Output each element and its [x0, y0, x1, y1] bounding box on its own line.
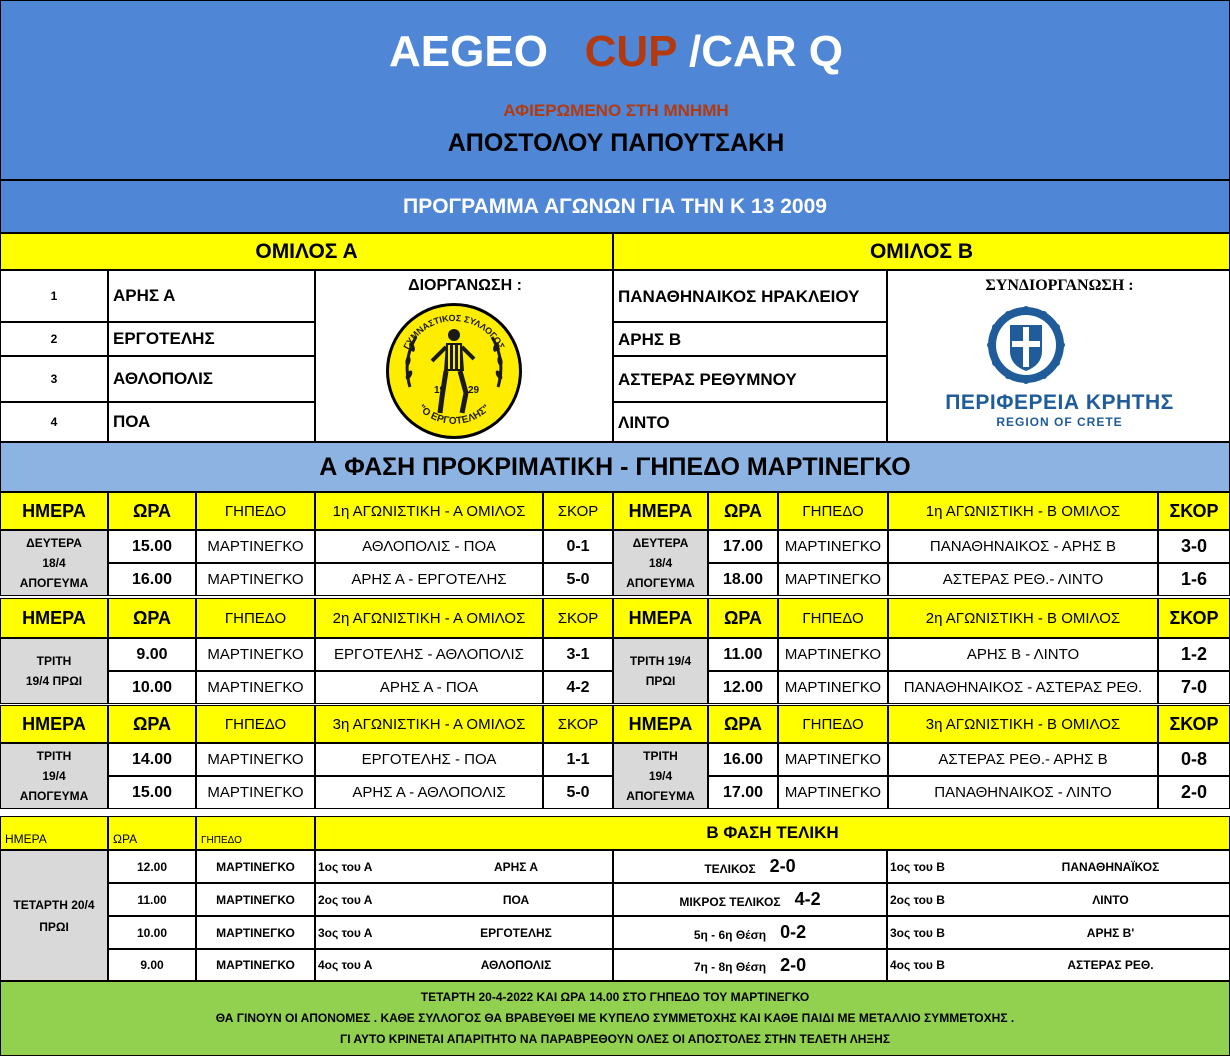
coorganizer-label: ΣΥΝΔΙΟΡΓΑΝΩΣΗ : [985, 277, 1134, 294]
footer-note [0, 981, 1230, 1056]
final-a-team: ΠΟΑ [502, 892, 530, 907]
final-venue: ΜΑΡΤΙΝΕΓΚΟ [196, 916, 315, 949]
game-time: 17.00 [708, 530, 778, 563]
game-time: 11.00 [708, 638, 778, 671]
final-b-slot [887, 949, 1230, 981]
round-a-day-line: ΤΡΙΤΗ [36, 749, 72, 763]
group-b-team: ΑΣΤΕΡΑΣ ΡΕΘΥΜΝΟΥ [613, 356, 887, 402]
game-score: 3-0 [1158, 530, 1230, 563]
final-b-team: ΑΣΤΕΡΑΣ ΡΕΘ. [1067, 958, 1154, 972]
organizer-panel [315, 270, 613, 442]
col-time-header: ΩΡΑ [708, 598, 778, 638]
game-score: 5-0 [543, 776, 613, 809]
final-time: 9.00 [108, 949, 196, 981]
game-time: 9.00 [108, 638, 196, 671]
final-label: 7η - 8η Θέση [693, 960, 767, 974]
footer-line-2: ΘΑ ΓΙΝΟΥΝ ΟΙ ΑΠΟΝΟΜΕΣ . ΚΑΘΕ ΣΥΛΛΟΓΟΣ ΘΑ ΒΡΑΒΕΥΘΕΙ ΜΕ ΚΥΠΕΛΟ ΣΥΜΜΕΤΟΧΗΣ ΚΑΙ ΚΑΘΕ ΠΑΙΔΙ ΜΕ ΜΕΤΑΛΛΙΟ ΣΥΜΜΕΤΟΧΗΣ . [215, 1011, 1015, 1025]
round-b-label: 3η ΑΓΩΝΙΣΤΙΚΗ - Β ΟΜΙΛΟΣ [888, 705, 1158, 743]
game-match: ΕΡΓΟΤΕΛΗΣ - ΑΘΛΟΠΟΛΙΣ [315, 638, 543, 671]
game-time: 18.00 [708, 563, 778, 596]
group-b-team: ΠΑΝΑΘΗΝΑΙΚΟΣ ΗΡΑΚΛΕΙΟΥ [613, 270, 887, 322]
game-venue: ΜΑΡΤΙΝΕΓΚΟ [196, 671, 315, 704]
program-title: ΠΡΟΓΡΑΜΜΑ ΑΓΩΝΩΝ ΓΙΑ ΤΗΝ Κ 13 2009 [0, 180, 1230, 233]
round-b-day-line: 18/4 [648, 556, 673, 570]
club-logo-icon [382, 301, 526, 441]
col-venue-header: ΓΗΠΕΔΟ [778, 492, 888, 530]
group-b-title: ΟΜΙΛΟΣ Β [613, 233, 1230, 270]
final-b-pos: 1ος του Β [890, 859, 945, 874]
game-venue: ΜΑΡΤΙΝΕΓΚΟ [196, 563, 315, 596]
col-score-header: ΣΚΟΡ [543, 598, 613, 638]
final-a-team: ΑΘΛΟΠΟΛΙΣ [480, 958, 552, 972]
final-match-slot [613, 916, 887, 949]
game-venue: ΜΑΡΤΙΝΕΓΚΟ [778, 743, 888, 776]
round-b-day [613, 638, 708, 704]
game-match: ΠΑΝΑΘΗΝΑΙΚΟΣ - ΛΙΝΤΟ [888, 776, 1158, 809]
round-b-day [613, 530, 708, 596]
game-venue: ΜΑΡΤΙΝΕΓΚΟ [778, 776, 888, 809]
col-venue-header: ΓΗΠΕΔΟ [196, 492, 315, 530]
game-venue: ΜΑΡΤΙΝΕΓΚΟ [196, 743, 315, 776]
final-col-day: ΗΜΕΡΑ [0, 816, 108, 850]
club-logo-top-text: ΓΥΜΝΑΣΤΙΚΟΣ ΣΥΛΛΟΓΟΣ [401, 312, 507, 351]
game-time: 15.00 [108, 530, 196, 563]
col-time-header: ΩΡΑ [708, 705, 778, 743]
final-match-slot [613, 850, 887, 883]
round-a-day-line: 19/4 ΠΡΩΙ [25, 674, 83, 688]
group-b-team: ΛΙΝΤΟ [613, 402, 887, 442]
final-a-team: ΕΡΓΟΤΕΛΗΣ [480, 925, 552, 940]
col-venue-header: ΓΗΠΕΔΟ [196, 705, 315, 743]
col-venue-header: ΓΗΠΕΔΟ [196, 598, 315, 638]
round-b-label: 2η ΑΓΩΝΙΣΤΙΚΗ - Β ΟΜΙΛΟΣ [888, 598, 1158, 638]
final-score: 4-2 [794, 889, 821, 909]
final-a-pos: 4ος του Α [318, 958, 373, 972]
round-b-day-line: ΤΡΙΤΗ [643, 749, 678, 763]
game-time: 16.00 [708, 743, 778, 776]
round-b-day [613, 743, 708, 809]
round-b-day-line: ΤΡΙΤΗ 19/4 [629, 654, 692, 668]
game-score: 1-1 [543, 743, 613, 776]
game-score: 3-1 [543, 638, 613, 671]
col-score-header: ΣΚΟΡ [1158, 705, 1230, 743]
final-b-team: ΑΡΗΣ Β' [1086, 925, 1135, 940]
game-match: ΑΣΤΕΡΑΣ ΡΕΘ.- ΛΙΝΤΟ [888, 563, 1158, 596]
final-a-slot [315, 916, 613, 949]
region-name: ΠΕΡΙΦΕΡΕΙΑ ΚΡΗΤΗΣ [945, 391, 1174, 414]
game-match: ΠΑΝΑΘΗΝΑΙΚΟΣ - ΑΡΗΣ Β [888, 530, 1158, 563]
final-col-time: ΩΡΑ [108, 816, 196, 850]
final-a-team: ΑΡΗΣ Α [493, 859, 539, 874]
round-a-label: 2η ΑΓΩΝΙΣΤΙΚΗ - Α ΟΜΙΛΟΣ [315, 598, 543, 638]
game-score: 5-0 [543, 563, 613, 596]
game-time: 14.00 [108, 743, 196, 776]
round-b-day-line: ΠΡΩΙ [645, 674, 676, 688]
final-time: 11.00 [108, 883, 196, 916]
game-time: 15.00 [108, 776, 196, 809]
col-score-header: ΣΚΟΡ [543, 492, 613, 530]
game-time: 12.00 [708, 671, 778, 704]
col-day-header: ΗΜΕΡΑ [0, 492, 108, 530]
game-score: 7-0 [1158, 671, 1230, 704]
dedication-text: ΑΦΙΕΡΩΜΕΝΟ ΣΤΗ ΜΝΗΜΗ [503, 101, 729, 120]
game-score: 2-0 [1158, 776, 1230, 809]
final-b-team: ΛΙΝΤΟ [1092, 892, 1129, 907]
game-match: ΑΡΗΣ Α - ΕΡΓΟΤΕΛΗΣ [315, 563, 543, 596]
col-time-header: ΩΡΑ [108, 598, 196, 638]
col-venue-header: ΓΗΠΕΔΟ [778, 705, 888, 743]
title-aegeo: AEGEO [389, 27, 548, 76]
final-time: 12.00 [108, 850, 196, 883]
col-day-header: ΗΜΕΡΑ [613, 598, 708, 638]
game-match: ΕΡΓΟΤΕΛΗΣ - ΠΟΑ [315, 743, 543, 776]
round-b-day-line: ΑΠΟΓΕΥΜΑ [626, 576, 695, 590]
game-match: ΑΘΛΟΠΟΛΙΣ - ΠΟΑ [315, 530, 543, 563]
round-a-label: 3η ΑΓΩΝΙΣΤΙΚΗ - Α ΟΜΙΛΟΣ [315, 705, 543, 743]
game-match: ΑΡΗΣ Α - ΑΘΛΟΠΟΛΙΣ [315, 776, 543, 809]
organizer-label: ΔΙΟΡΓΑΝΩΣΗ : [408, 277, 522, 294]
round-b-day-line: ΑΠΟΓΕΥΜΑ [626, 789, 695, 803]
footer-line-3: ΓΙ ΑΥΤΟ ΚΡΙΝΕΤΑΙ ΑΠΑΡΙΤΗΤΟ ΝΑ ΠΑΡΑΒΡΕΘΟΥΝ ΟΛΕΣ ΟΙ ΑΠΟΣΤΟΛΕΣ ΣΤΗΝ ΤΕΛΕΤΗ ΛΗΞΗΣ [339, 1032, 891, 1046]
game-venue: ΜΑΡΤΙΝΕΓΚΟ [778, 638, 888, 671]
game-venue: ΜΑΡΤΙΝΕΓΚΟ [778, 563, 888, 596]
col-score-header: ΣΚΟΡ [1158, 492, 1230, 530]
final-a-slot [315, 883, 613, 916]
final-a-slot [315, 850, 613, 883]
final-a-slot [315, 949, 613, 981]
final-time: 10.00 [108, 916, 196, 949]
round-a-day-line: 19/4 [42, 769, 66, 783]
title-carq: /CAR Q [688, 27, 843, 76]
game-time: 10.00 [108, 671, 196, 704]
group-a-team: ΑΡΗΣ Α [108, 270, 315, 322]
group-a-num: 4 [0, 402, 108, 442]
club-year-a: 19 [434, 385, 446, 396]
group-a-title: ΟΜΙΛΟΣ Α [0, 233, 613, 270]
round-a-day-line: 18/4 [42, 556, 66, 570]
final-label: ΜΙΚΡΟΣ ΤΕΛΙΚΟΣ [679, 894, 781, 909]
game-score: 1-6 [1158, 563, 1230, 596]
round-a-day [0, 743, 108, 809]
final-venue: ΜΑΡΤΙΝΕΓΚΟ [196, 850, 315, 883]
col-day-header: ΗΜΕΡΑ [613, 492, 708, 530]
final-match-slot [613, 949, 887, 981]
final-day-line-2: ΠΡΩΙ [39, 919, 69, 934]
col-day-header: ΗΜΕΡΑ [0, 705, 108, 743]
game-time: 16.00 [108, 563, 196, 596]
round-a-day-line: ΔΕΥΤΕΡΑ [26, 536, 82, 550]
header-banner [0, 0, 1230, 180]
phase-a-title: Α ΦΑΣΗ ΠΡΟΚΡΙΜΑΤΙΚΗ - ΓΗΠΕΔΟ ΜΑΡΤΙΝΕΓΚΟ [0, 442, 1230, 492]
col-time-header: ΩΡΑ [708, 492, 778, 530]
final-b-team: ΠΑΝΑΘΗΝΑΪΚΟΣ [1061, 859, 1160, 874]
group-a-num: 2 [0, 322, 108, 356]
final-venue: ΜΑΡΤΙΝΕΓΚΟ [196, 883, 315, 916]
final-b-pos: 4ος του Β [890, 958, 945, 972]
game-score: 4-2 [543, 671, 613, 704]
final-col-venue: ΓΗΠΕΔΟ [196, 816, 315, 850]
game-venue: ΜΑΡΤΙΝΕΓΚΟ [778, 530, 888, 563]
round-b-day-line: ΔΕΥΤΕΡΑ [632, 536, 689, 550]
final-label: ΤΕΛΙΚΟΣ [704, 861, 756, 876]
game-score: 1-2 [1158, 638, 1230, 671]
game-venue: ΜΑΡΤΙΝΕΓΚΟ [196, 638, 315, 671]
game-match: ΑΡΗΣ Β - ΛΙΝΤΟ [888, 638, 1158, 671]
game-venue: ΜΑΡΤΙΝΕΓΚΟ [196, 530, 315, 563]
round-b-label: 1η ΑΓΩΝΙΣΤΙΚΗ - Β ΟΜΙΛΟΣ [888, 492, 1158, 530]
final-a-pos: 1ος του Α [318, 859, 373, 874]
game-venue: ΜΑΡΤΙΝΕΓΚΟ [778, 671, 888, 704]
round-a-day [0, 530, 108, 596]
round-a-day-line: ΤΡΙΤΗ [36, 654, 72, 668]
group-a-num: 3 [0, 356, 108, 402]
final-b-pos: 3ος του Β [890, 925, 945, 940]
group-a-team: ΠΟΑ [108, 402, 315, 442]
game-venue: ΜΑΡΤΙΝΕΓΚΟ [196, 776, 315, 809]
game-match: ΑΣΤΕΡΑΣ ΡΕΘ.- ΑΡΗΣ Β [888, 743, 1158, 776]
final-day-line-1: ΤΕΤΑΡΤΗ 20/4 [13, 897, 95, 912]
col-time-header: ΩΡΑ [108, 492, 196, 530]
club-logo-bottom-text: "Ο ΕΡΓΟΤΕΛΗΣ" [415, 402, 493, 427]
group-a-team: ΑΘΛΟΠΟΛΙΣ [108, 356, 315, 402]
coorganizer-panel [887, 270, 1230, 442]
group-a-team: ΕΡΓΟΤΕΛΗΣ [108, 322, 315, 356]
honoree-name: ΑΠΟΣΤΟΛΟΥ ΠΑΠΟΥΤΣΑΚΗ [447, 129, 785, 157]
game-score: 0-1 [543, 530, 613, 563]
col-time-header: ΩΡΑ [108, 705, 196, 743]
group-a-num: 1 [0, 270, 108, 322]
round-a-day-line: ΑΠΟΓΕΥΜΑ [19, 576, 89, 590]
title-cup: CUP [584, 27, 677, 76]
club-year-b: 29 [468, 385, 480, 396]
col-score-header: ΣΚΟΡ [543, 705, 613, 743]
region-emblem-icon [986, 305, 1066, 385]
page-title [1, 27, 1230, 77]
game-match: ΑΡΗΣ Α - ΠΟΑ [315, 671, 543, 704]
final-b-slot [887, 883, 1230, 916]
final-b-pos: 2ος του Β [890, 892, 945, 907]
col-day-header: ΗΜΕΡΑ [613, 705, 708, 743]
footer-line-1: ΤΕΤΑΡΤΗ 20-4-2022 ΚΑΙ ΩΡΑ 14.00 ΣΤΟ ΓΗΠΕΔΟ ΤΟΥ ΜΑΡΤΙΝΕΓΚΟ [420, 990, 810, 1004]
final-a-pos: 3ος του Α [318, 925, 373, 940]
final-score: 0-2 [780, 922, 807, 942]
final-a-pos: 2ος του Α [318, 892, 373, 907]
col-venue-header: ΓΗΠΕΔΟ [778, 598, 888, 638]
round-a-day [0, 638, 108, 704]
round-a-label: 1η ΑΓΩΝΙΣΤΙΚΗ - Α ΟΜΙΛΟΣ [315, 492, 543, 530]
final-b-slot [887, 916, 1230, 949]
final-day-cell [0, 850, 108, 981]
final-label: 5η - 6η Θέση [693, 927, 767, 942]
col-day-header: ΗΜΕΡΑ [0, 598, 108, 638]
game-time: 17.00 [708, 776, 778, 809]
region-sub: REGION OF CRETE [996, 415, 1123, 429]
final-score: 2-0 [769, 856, 796, 876]
group-b-team: ΑΡΗΣ Β [613, 322, 887, 356]
round-a-day-line: ΑΠΟΓΕΥΜΑ [19, 789, 89, 803]
game-score: 0-8 [1158, 743, 1230, 776]
round-b-day-line: 19/4 [648, 769, 673, 783]
final-score: 2-0 [780, 954, 807, 975]
final-match-slot [613, 883, 887, 916]
final-b-slot [887, 850, 1230, 883]
final-venue: ΜΑΡΤΙΝΕΓΚΟ [196, 949, 315, 981]
game-match: ΠΑΝΑΘΗΝΑΙΚΟΣ - ΑΣΤΕΡΑΣ ΡΕΘ. [888, 671, 1158, 704]
final-title: Β ΦΑΣΗ ΤΕΛΙΚΗ [315, 816, 1230, 850]
col-score-header: ΣΚΟΡ [1158, 598, 1230, 638]
